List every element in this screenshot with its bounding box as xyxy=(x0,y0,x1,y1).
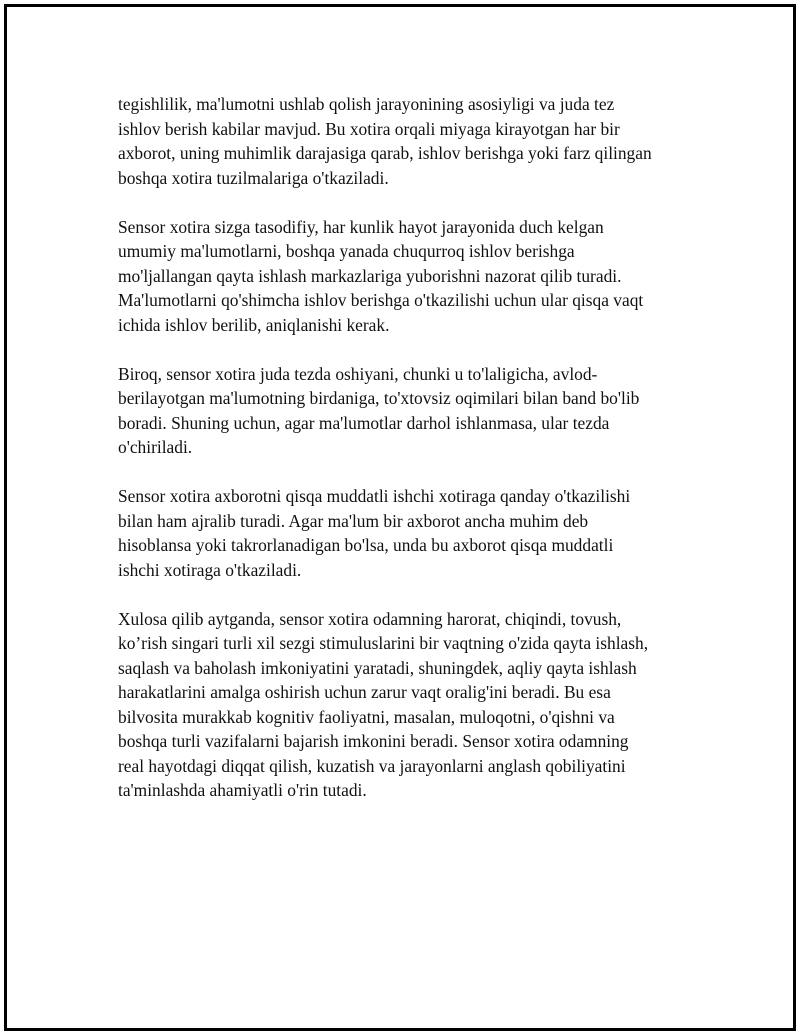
text-line: o'chiriladi. xyxy=(118,437,193,457)
text-line: saqlash va baholash imkoniyatini yaratadi, shuningdek, aqliy qayta ishlash xyxy=(118,657,637,678)
text-line: real hayotdagi diqqat qilish, kuzatish va jarayonlarni anglash qobiliyatini xyxy=(118,755,626,776)
text-line: ishchi xotiraga o'tkaziladi. xyxy=(118,559,302,580)
document-body xyxy=(118,92,708,827)
text-line: Xulosa qilib aytganda, sensor xotira odamning harorat, chiqindi, tovush, xyxy=(118,608,622,629)
paragraph-5 xyxy=(118,607,708,803)
text-line: berilayotgan ma'lumotning birdaniga, to'xtovsiz oqimilari bilan band bo'lib xyxy=(118,388,640,408)
text-line: Biroq, sensor xotira juda tezda oshiyani, chunki u to'laligicha, avlod- xyxy=(118,363,598,384)
text-line: Sensor xotira sizga tasodifiy, har kunlik hayot jarayonida duch kelgan xyxy=(118,216,604,237)
text-line: ko’rish singari turli xil sezgi stimuluslarini bir vaqtning o'zida qayta ishlash, xyxy=(118,633,649,653)
text-line: mo'ljallangan qayta ishlash markazlariga yuborishni nazorat qilib turadi. xyxy=(118,265,622,286)
text-line: hisoblansa yoki takrorlanadigan bo'lsa, unda bu axborot qisqa muddatli xyxy=(118,535,614,555)
paragraph-4 xyxy=(118,484,708,582)
text-line: ta'minlashda ahamiyatli o'rin tutadi. xyxy=(118,780,367,800)
text-line: boshqa xotira tuzilmalariga o'tkaziladi. xyxy=(118,167,389,188)
text-line: Ma'lumotlarni qo'shimcha ishlov berishga o'tkazilishi uchun ular qisqa vaqt xyxy=(118,290,644,310)
text-line: boshqa turli vazifalarni bajarish imkonini beradi. Sensor xotira odamning xyxy=(118,731,629,751)
text-line: boradi. Shuning uchun, agar ma'lumotlar darhol ishlanmasa, ular tezda xyxy=(118,412,610,433)
text-line: ishlov berish kabilar mavjud. Bu xotira orqali miyaga kirayotgan har bir xyxy=(118,118,620,139)
paragraph-1 xyxy=(118,92,708,190)
text-line: Sensor xotira axborotni qisqa muddatli ishchi xotiraga qanday o'tkazilishi xyxy=(118,486,631,506)
text-line: umumiy ma'lumotlarni, boshqa yanada chuqurroq ishlov berishga xyxy=(118,241,575,261)
text-line: bilvosita murakkab kognitiv faoliyatni, masalan, muloqotni, o'qishni va xyxy=(118,706,615,727)
paragraph-2 xyxy=(118,215,708,338)
text-line: bilan ham ajralib turadi. Agar ma'lum bir axborot ancha muhim deb xyxy=(118,510,589,531)
paragraph-3 xyxy=(118,362,708,460)
text-line: tegishlilik, ma'lumotni ushlab qolish jarayonining asosiyligi va juda tez xyxy=(118,94,615,114)
text-line: harakatlarini amalga oshirish uchun zarur vaqt oralig'ini beradi. Bu esa xyxy=(118,682,611,702)
text-line: ichida ishlov berilib, aniqlanishi kerak. xyxy=(118,314,390,335)
text-line: axborot, uning muhimlik darajasiga qarab, ishlov berishga yoki farz qilingan xyxy=(118,143,652,163)
